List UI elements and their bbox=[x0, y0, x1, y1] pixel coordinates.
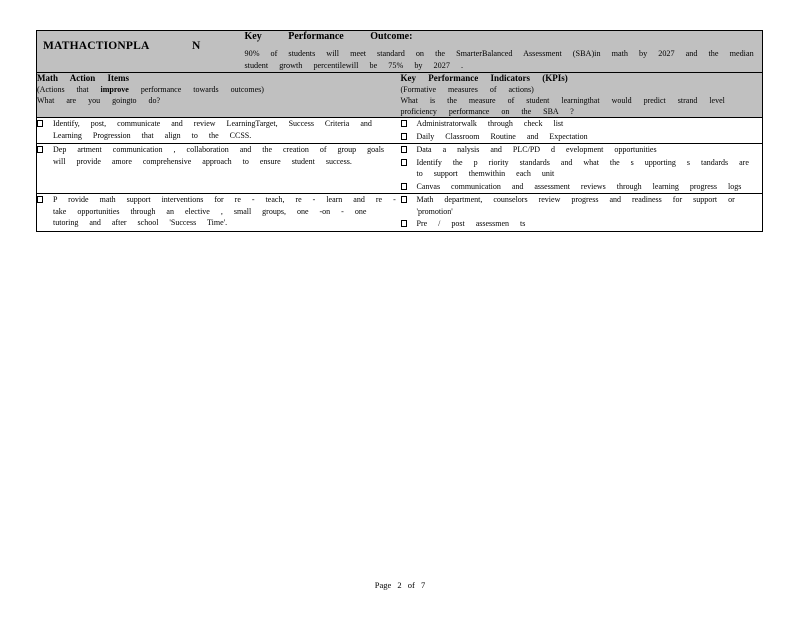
square-bullet-icon bbox=[401, 159, 407, 166]
action-items-heading-cell bbox=[37, 73, 401, 118]
square-bullet-icon bbox=[37, 146, 43, 153]
square-bullet-icon bbox=[401, 220, 407, 227]
square-bullet-icon bbox=[401, 196, 407, 203]
kpi-question: What is the measure of student learningthat would predict strand level proficiency performance on the SBA ? bbox=[400, 96, 725, 116]
square-bullet-icon bbox=[401, 120, 407, 127]
page-number: Page 2 of 7 bbox=[374, 580, 426, 590]
table-row bbox=[37, 118, 763, 144]
square-bullet-icon bbox=[401, 183, 407, 190]
improve-emphasis: improve bbox=[100, 85, 129, 94]
column-heading-row bbox=[37, 73, 763, 118]
table-row bbox=[37, 144, 763, 194]
list-item: Data a nalysis and PLC/PD d evelopment opportunities bbox=[401, 144, 763, 156]
action-cell bbox=[37, 194, 401, 232]
kpi-cell bbox=[401, 118, 763, 144]
header-row bbox=[37, 31, 763, 73]
kpi-description: (Formative measures of actions) bbox=[400, 85, 534, 94]
kpo-title: Key Performance Outcome: bbox=[244, 31, 413, 42]
action-plan-table bbox=[36, 30, 763, 232]
square-bullet-icon bbox=[401, 133, 407, 140]
square-bullet-icon bbox=[401, 146, 407, 153]
list-item: Dep artment communication , collaboration and the creation of group goals will provide amore comprehensive approach to ensure student success. bbox=[37, 144, 401, 167]
action-items-heading: Math Action Items bbox=[37, 73, 129, 83]
kpo-text: 90% of students will meet standard on the SmarterBalanced Assessment (SBA)in math by 2027 and the median student growth percentilewill be 75% by 2027 . bbox=[244, 49, 754, 70]
kpi-heading-cell bbox=[401, 73, 763, 118]
kpi-cell bbox=[401, 144, 763, 194]
list-item: Pre / post assessmen ts bbox=[401, 218, 763, 230]
list-item: Identify, post, communicate and review LearningTarget, Success Criteria and Learning Progression that align to the CCSS. bbox=[37, 118, 401, 141]
action-cell bbox=[37, 144, 401, 194]
list-item: Identify the p riority standards and what the s upporting s tandards are to support themwithin each unit bbox=[401, 157, 763, 180]
table-row bbox=[37, 194, 763, 232]
square-bullet-icon bbox=[37, 120, 43, 127]
square-bullet-icon bbox=[37, 196, 43, 203]
action-cell bbox=[37, 118, 401, 144]
list-item: Daily Classroom Routine and Expectation bbox=[401, 131, 763, 143]
page-title: MATHACTIONPLA N bbox=[43, 40, 201, 52]
kpi-cell bbox=[401, 194, 763, 232]
list-item: Canvas communication and assessment reviews through learning progress logs bbox=[401, 181, 763, 193]
kpi-heading: Key Performance Indicators (KPIs) bbox=[400, 73, 568, 83]
list-item: Math department, counselors review progress and readiness for support or 'promotion' bbox=[401, 194, 763, 217]
kpo-cell bbox=[245, 31, 763, 73]
list-item: Administratorwalk through check list bbox=[401, 118, 763, 130]
action-items-question: What are you goingto do? bbox=[37, 96, 161, 105]
list-item: P rovide math support interventions for re - teach, re - learn and re - take opportunities through an elective , small groups, one -on - one tutoring and after school 'Success Time'. bbox=[37, 194, 401, 229]
title-cell bbox=[37, 31, 245, 73]
action-items-description: (Actions that improve performance towards outcomes) bbox=[37, 85, 264, 94]
